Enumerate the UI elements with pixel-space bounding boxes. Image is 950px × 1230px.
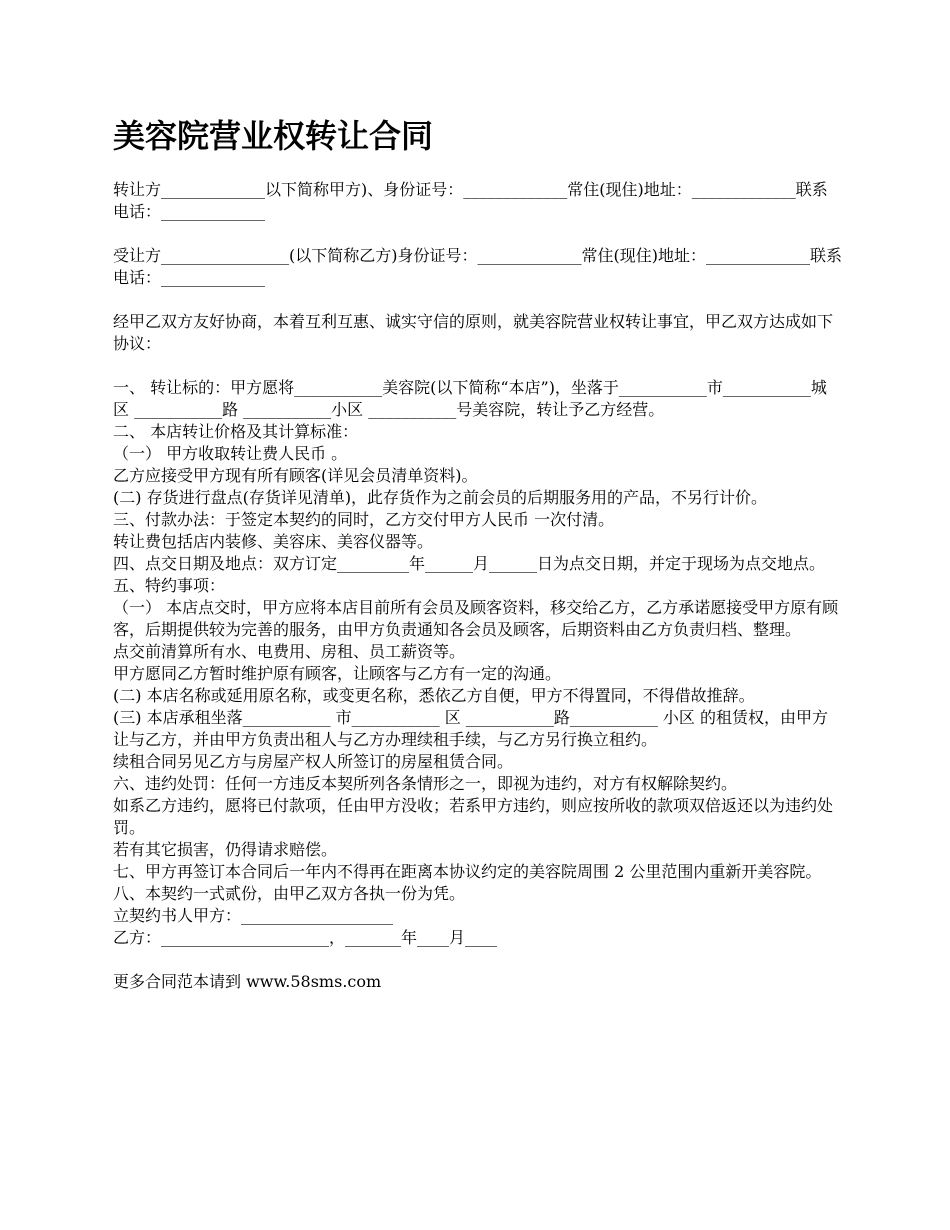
clause-7: 七、甲方再签订本合同后一年内不得再在距离本协议约定的美容院周围 2 公里范围内重新开美容院。	[113, 862, 822, 881]
clause-2-2: (二) 存货进行盘点(存货详见清单)，此存货作为之前会员的后期服务用的产品，不另行计价。	[113, 488, 768, 507]
clause-8: 八、本契约一式贰份，由甲乙双方各执一份为凭。	[113, 884, 466, 903]
clause-4: 四、点交日期及地点：双方订定_________年______月______日为点交日期，并定于现场为点交地点。	[113, 554, 826, 573]
clause-2: 二、 本店转让价格及其计算标准：	[113, 422, 359, 441]
signature-party-a: 立契约书人甲方：___________________	[113, 906, 394, 925]
spacer	[113, 160, 843, 179]
clause-5-3: (三) 本店承租坐落___________ 市___________ 区 ___________路___________ 小区 的租赁权，由甲方让与乙方，并由甲方负责出租人与乙方办理续租手续，与乙方另行换立租约。	[113, 708, 829, 749]
party-a-info: 转让方_____________以下简称甲方)、身份证号：_____________常住(现住)地址：_____________联系电话：_____________	[113, 180, 828, 221]
contract-document	[113, 112, 843, 993]
clause-5-1-note-b: 甲方愿同乙方暂时维护原有顾客，让顾客与乙方有一定的沟通。	[113, 664, 562, 683]
clause-6-note-a: 如系乙方违约，愿将已付款项，任由甲方没收；若系甲方违约，则应按所收的款项双倍返还以为违约处罚。	[113, 796, 834, 837]
spacer	[113, 355, 843, 377]
spacer	[113, 223, 843, 245]
clause-6: 六、违约处罚：任何一方违反本契所列各条情形之一，即视为违约，对方有权解除契约。	[113, 774, 738, 793]
party-b-info: 受让方________________(以下简称乙方)身份证号：_____________常住(现住)地址：_____________联系电话：_____________	[113, 246, 842, 287]
clause-2-1-note: 乙方应接受甲方现有所有顾客(详见会员清单资料)。	[113, 466, 478, 485]
clause-1: 一、 转让标的：甲方愿将___________美容院(以下简称“本店”)，坐落于___________市___________城 区 ___________路 ___________小区 ___________号美容院，转让予乙方经营。	[113, 378, 833, 419]
spacer	[113, 289, 843, 311]
preamble: 经甲乙双方友好协商，本着互利互惠、诚实守信的原则，就美容院营业权转让事宜，甲乙双方达成如下协议：	[113, 312, 834, 353]
clause-5-3-note: 续租合同另见乙方与房屋产权人所签订的房屋租赁合同。	[113, 752, 514, 771]
signature-party-b: 乙方：_____________________，_______年____月____	[113, 928, 498, 947]
clause-5-1: （一） 本店点交时，甲方应将本店目前所有会员及顾客资料，移交给乙方，乙方承诺愿接受甲方原有顾客，后期提供较为完善的服务，由甲方负责通知各会员及顾客，后期资料由乙方负责归档、整理。	[113, 598, 839, 639]
page-title: 美容院营业权转让合同	[113, 117, 434, 155]
clause-list	[113, 377, 843, 949]
clause-3: 三、付款办法：于签定本契约的同时，乙方交付甲方人民币 一次付清。	[113, 510, 615, 529]
clause-3-note: 转让费包括店内装修、美容床、美容仪器等。	[113, 532, 434, 551]
clause-5-1-note-a: 点交前清算所有水、电费用、房租、员工薪资等。	[113, 642, 466, 661]
spacer	[113, 949, 843, 971]
footer-link-text: 更多合同范本请到 www.58sms.com	[113, 972, 382, 991]
clause-2-1: （一） 甲方收取转让费人民币 。	[113, 444, 348, 463]
clause-5: 五、特约事项：	[113, 576, 226, 595]
clause-5-2: (二) 本店名称或延用原名称，或变更名称，悉依乙方自便，甲方不得置同，不得借故推辞。	[113, 686, 755, 705]
clause-6-note-b: 若有其它损害，仍得请求赔偿。	[113, 840, 338, 859]
